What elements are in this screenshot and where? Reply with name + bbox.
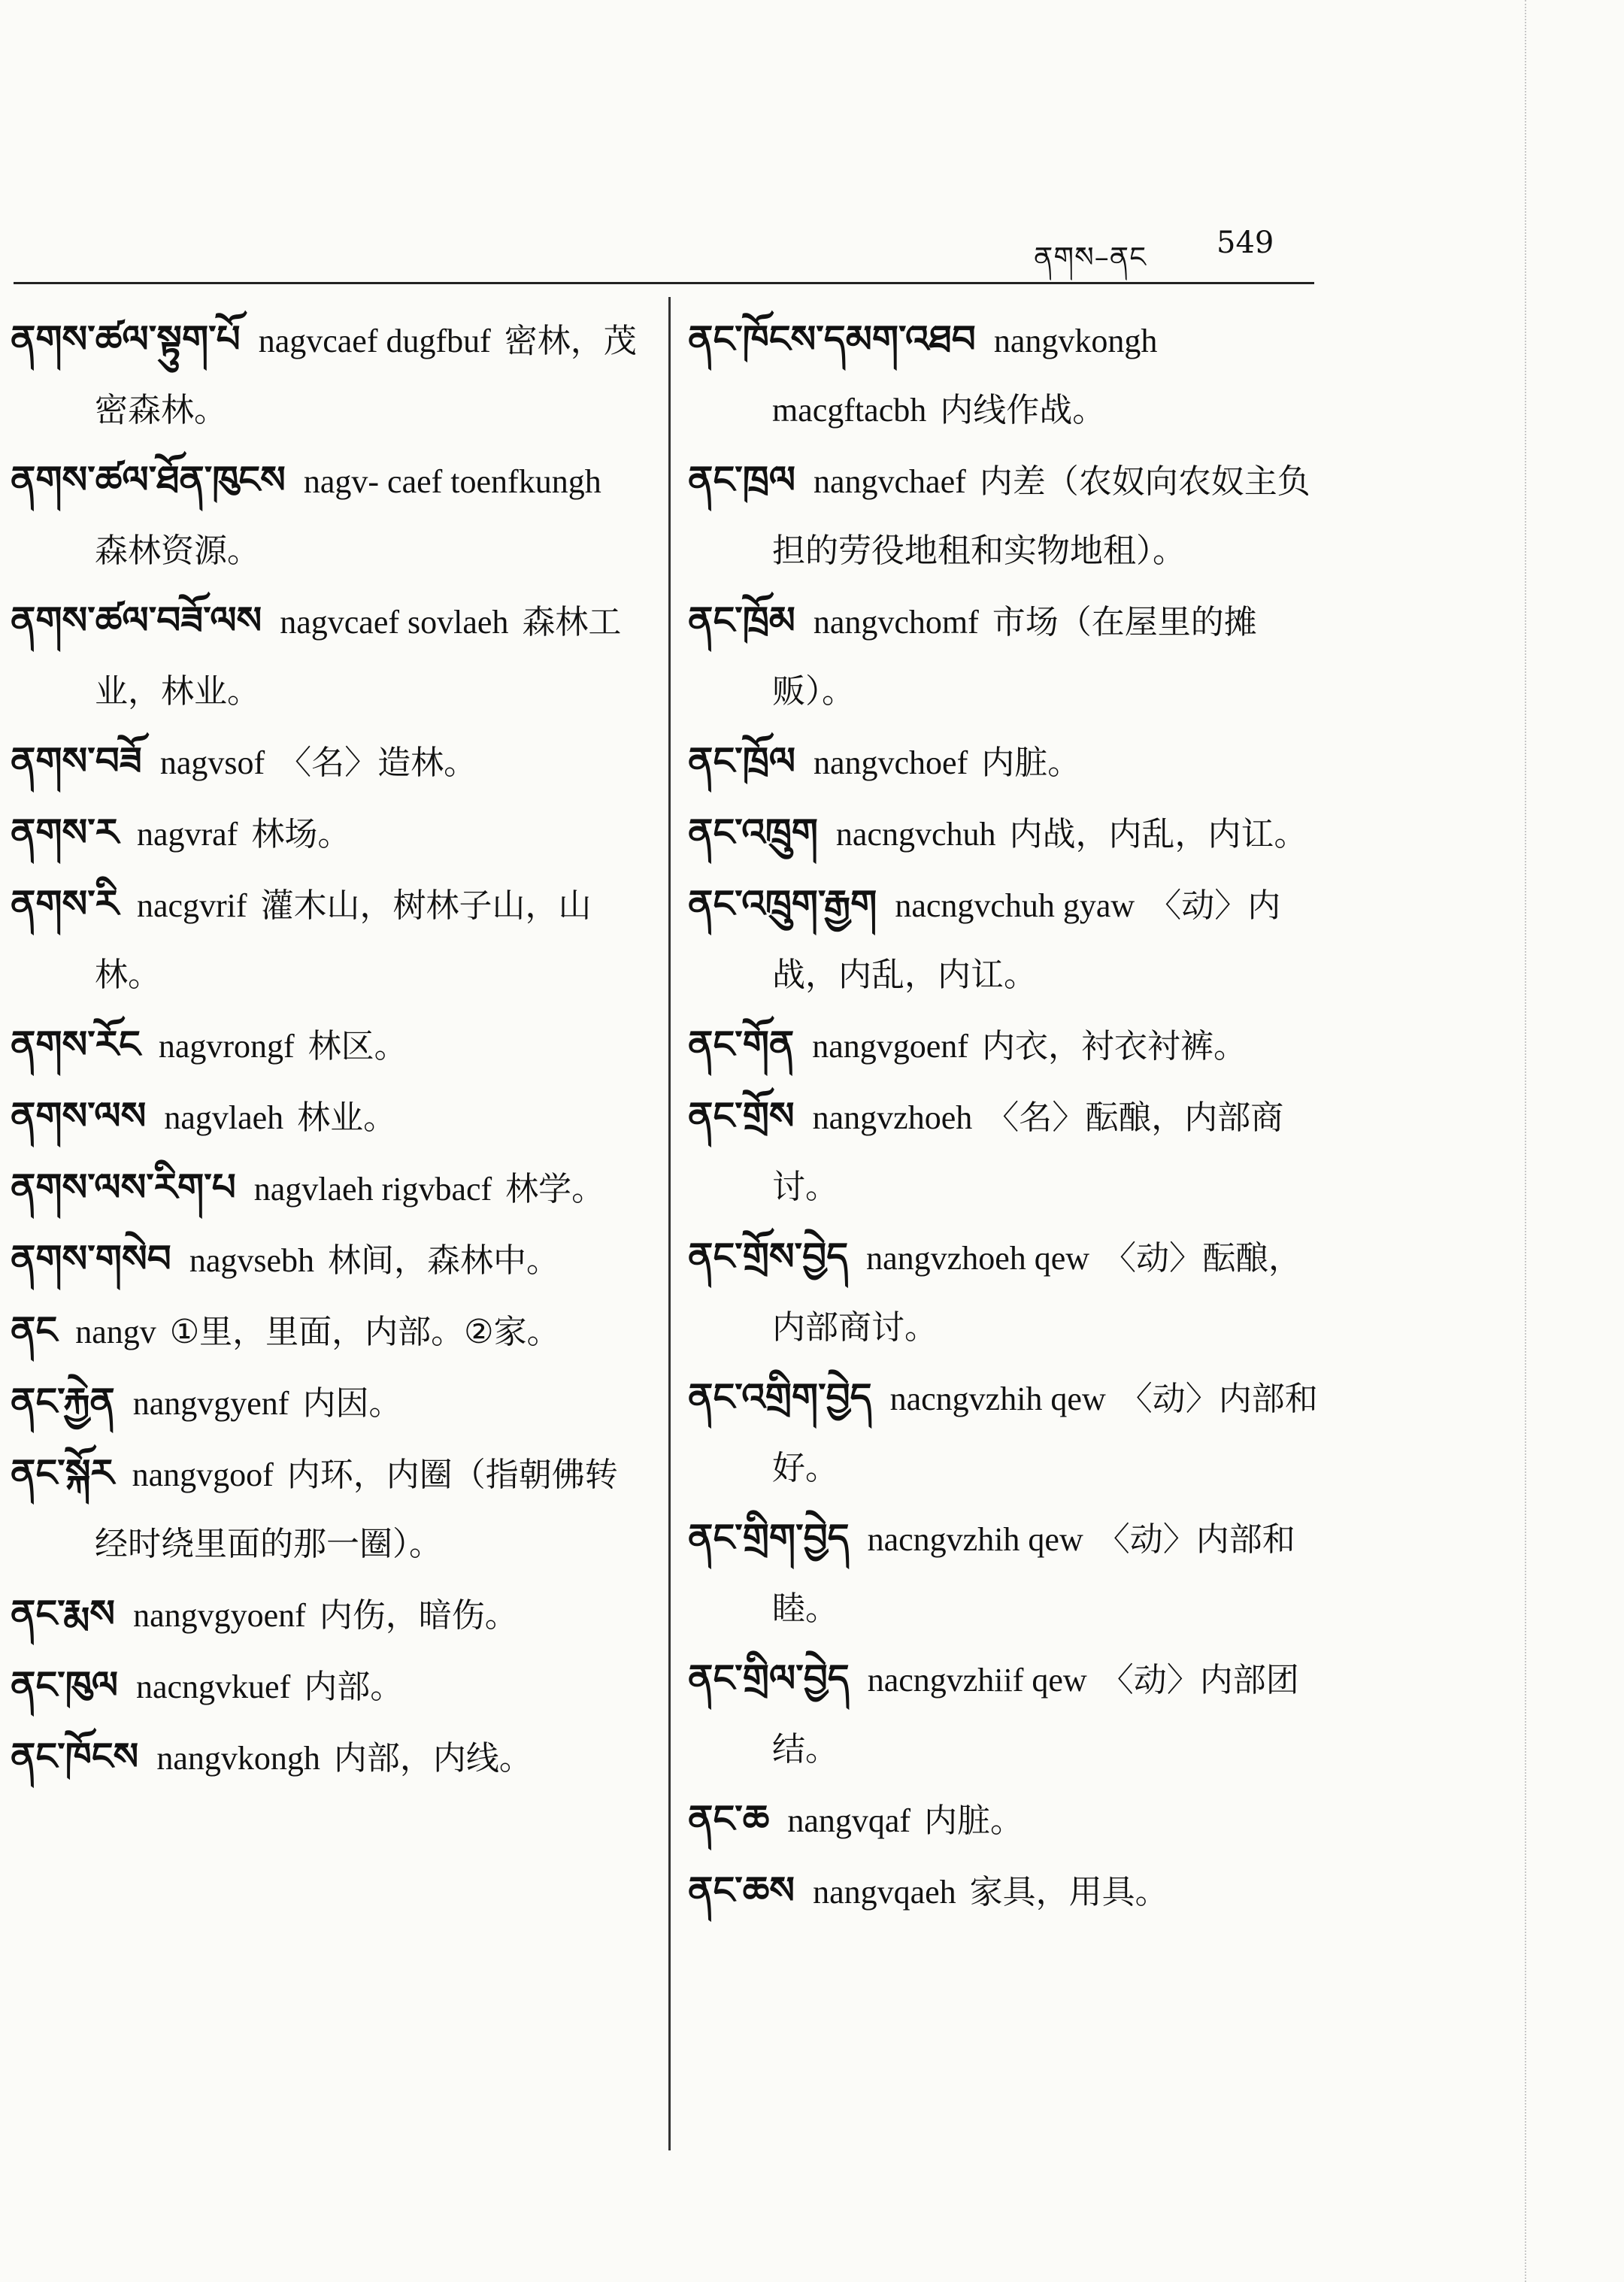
entry-headword-tibetan: ནགས་ལས་རིག་པ <box>11 1165 236 1209</box>
dictionary-entry <box>11 1438 642 1579</box>
dictionary-entry <box>688 726 1320 798</box>
dictionary-entry <box>11 1579 642 1650</box>
entry-romanization: nagvrongf <box>158 1028 295 1065</box>
entry-headword-tibetan: ནང་ཁྲོམ <box>688 598 795 642</box>
entry-headword-tibetan: ནགས་ཚལ་ཐོན་ཁུངས <box>11 457 286 502</box>
entry-romanization: nacngvzhih qew <box>867 1521 1083 1558</box>
dictionary-entry <box>11 798 642 869</box>
dictionary-entry <box>11 1081 642 1153</box>
entry-definition: 林区。 <box>308 1027 408 1065</box>
dictionary-entry <box>688 1081 1320 1222</box>
entry-part-of-speech: 〈动〉 <box>1096 1520 1196 1559</box>
entry-headword-tibetan: ནང་ཁོངས་དམག་འཐབ <box>688 317 976 361</box>
entry-headword-tibetan: ནང་གྲོས <box>688 1093 795 1138</box>
dictionary-entry <box>688 305 1320 445</box>
entry-romanization: nangvqaeh <box>813 1874 956 1911</box>
entry-headword-tibetan: ནང་ཁྲལ <box>688 457 795 502</box>
entry-headword-tibetan: ནགས་ཚལ་བཟོ་ལས <box>11 598 262 642</box>
entry-definition: 内环，内圈（指朝佛转经时绕里面的那一圈）。 <box>95 1456 618 1563</box>
entry-romanization: nangvkongh macgftacbh <box>772 323 1158 429</box>
entry-definition: 内部和睦。 <box>772 1520 1295 1628</box>
left-column <box>11 305 642 1793</box>
entry-romanization: nangvgoof <box>132 1456 274 1493</box>
dictionary-entry <box>11 1367 642 1438</box>
dictionary-entry <box>11 1650 642 1722</box>
entry-headword-tibetan: ནང་གོན <box>688 1022 795 1066</box>
entry-part-of-speech: 〈动〉 <box>1148 886 1248 925</box>
entry-definition: ①里，里面，内部。②家。 <box>169 1313 560 1351</box>
dictionary-entry <box>688 1856 1320 1927</box>
entry-headword-tibetan: ནགས་ལས <box>11 1093 147 1138</box>
entry-romanization: nagvsebh <box>189 1242 314 1279</box>
entry-definition: 内伤，暗伤。 <box>319 1596 518 1635</box>
dictionary-entry <box>688 1644 1320 1784</box>
entry-definition: 内线作战。 <box>940 391 1106 429</box>
right-column <box>688 305 1320 1927</box>
entry-romanization: nangvgyoenf <box>133 1597 306 1634</box>
entry-headword-tibetan: ནང་གྲོས་བྱེད <box>688 1234 849 1278</box>
entry-definition: 内部，内线。 <box>333 1739 532 1777</box>
page-edge-shadow <box>1525 0 1624 2282</box>
entry-definition: 造林。 <box>377 744 477 782</box>
entry-definition: 内战，内乱，内讧。 <box>772 886 1281 994</box>
entry-definition: 家具，用具。 <box>969 1873 1168 1911</box>
dictionary-entry <box>11 726 642 798</box>
entry-part-of-speech: 〈动〉 <box>1119 1380 1219 1418</box>
dictionary-entry <box>688 445 1320 586</box>
entry-definition: 森林资源。 <box>95 532 260 570</box>
entry-romanization: nacngvzhiif qew <box>867 1662 1087 1699</box>
entry-definition: 内脏。 <box>924 1802 1024 1840</box>
entry-romanization: nagvraf <box>136 816 238 853</box>
entry-headword-tibetan: ནང་ཆས <box>688 1868 795 1912</box>
dictionary-entry <box>11 586 642 726</box>
entry-romanization: nangvkongh <box>156 1740 320 1777</box>
entry-headword-tibetan: ནགས་རི <box>11 881 119 926</box>
entry-romanization: nangvchomf <box>813 604 979 641</box>
entry-headword-tibetan: ནགས་ཚལ་སྟུག་པོ <box>11 317 241 361</box>
entry-romanization: nacgvrif <box>136 887 247 924</box>
entry-headword-tibetan: ནགས་ར <box>11 810 119 854</box>
dictionary-entry <box>688 1222 1320 1362</box>
entry-romanization: nagvcaef dugfbuf <box>258 323 491 359</box>
entry-romanization: nagvlaeh <box>164 1099 284 1136</box>
page-number: 549 <box>1216 226 1274 260</box>
entry-headword-tibetan: ནང་ཁྲོལ <box>688 738 795 783</box>
entry-definition: 内因。 <box>302 1384 402 1423</box>
dictionary-entry <box>688 1503 1320 1644</box>
dictionary-entry <box>688 586 1320 726</box>
entry-romanization: nagvlaeh rigvbacf <box>253 1171 492 1208</box>
entry-romanization: nangvzhoeh qew <box>866 1240 1090 1277</box>
entry-definition: 灌木山，树林子山，山林。 <box>95 886 592 994</box>
entry-romanization: nangvgoenf <box>812 1028 968 1065</box>
dictionary-entry <box>11 869 642 1010</box>
entry-part-of-speech: 〈动〉 <box>1103 1239 1203 1277</box>
entry-definition: 内部团结。 <box>772 1661 1299 1768</box>
header-rule <box>14 282 1314 284</box>
dictionary-entry <box>11 445 642 586</box>
dictionary-entry <box>11 1296 642 1367</box>
entry-definition: 林场。 <box>251 815 351 853</box>
entry-romanization: nangvzhoeh <box>812 1099 973 1136</box>
entry-headword-tibetan: ནང་རྐྱེན <box>11 1379 115 1423</box>
entry-romanization: nacngvchuh <box>835 816 996 853</box>
entry-definition: 内差（农奴向农奴主负担的劳役地租和实物地租）。 <box>772 462 1310 570</box>
entry-headword-tibetan: ནང་ཁོངས <box>11 1734 139 1778</box>
dictionary-entry <box>688 798 1320 869</box>
entry-definition: 内衣，衬衣衬裤。 <box>981 1027 1247 1065</box>
dictionary-entry <box>688 869 1320 1010</box>
entry-definition: 密林，茂密森林。 <box>95 322 637 429</box>
dictionary-entry <box>11 1224 642 1296</box>
entry-headword-tibetan: ནང་གྲིལ་བྱེད <box>688 1656 850 1700</box>
entry-romanization: nacngvkuef <box>136 1668 291 1705</box>
entry-romanization: nangvqaf <box>787 1802 911 1839</box>
entry-definition: 林间，森林中。 <box>328 1241 559 1280</box>
entry-headword-tibetan: ནང <box>11 1308 58 1352</box>
entry-headword-tibetan: ནང་འཁྲུག་རྒྱག <box>688 881 877 926</box>
dictionary-entry <box>11 1722 642 1793</box>
entry-definition: 市场（在屋里的摊贩）。 <box>772 603 1257 711</box>
dictionary-entry <box>11 1010 642 1081</box>
entry-part-of-speech: 〈动〉 <box>1100 1661 1200 1699</box>
entry-definition: 内部。 <box>304 1668 404 1706</box>
entry-romanization: nagv- caef toenfkungh <box>303 463 601 500</box>
entry-definition: 内战，内乱，内讧。 <box>1009 815 1307 853</box>
dictionary-entry <box>688 1010 1320 1081</box>
entry-definition: 酝酿，内部商讨。 <box>772 1099 1284 1206</box>
entry-romanization: nangv <box>75 1314 156 1350</box>
entry-headword-tibetan: ནགས་བཟོ <box>11 738 142 783</box>
entry-headword-tibetan: ནགས་རོང <box>11 1022 141 1066</box>
entry-definition: 内脏。 <box>981 744 1081 782</box>
dictionary-entry <box>688 1362 1320 1503</box>
dictionary-entry <box>11 1153 642 1224</box>
running-head: ནགས–ནང <box>1034 241 1147 274</box>
entry-romanization: nangvchaef <box>814 463 966 500</box>
entry-headword-tibetan: ནང་ཆ <box>688 1796 770 1841</box>
entry-romanization: nangvchoef <box>814 744 968 781</box>
dictionary-entry <box>11 305 642 445</box>
entry-definition: 酝酿，内部商讨。 <box>772 1239 1302 1347</box>
entry-romanization: nangvgyenf <box>132 1385 289 1422</box>
entry-headword-tibetan: ནང་སྐོར <box>11 1450 114 1495</box>
column-divider <box>668 297 671 2150</box>
entry-part-of-speech: 〈名〉 <box>986 1099 1086 1137</box>
entry-definition: 林学。 <box>505 1170 605 1208</box>
entry-headword-tibetan: ནང་གྲིག་བྱེད <box>688 1515 850 1559</box>
entry-romanization: nagvcaef sovlaeh <box>280 604 509 641</box>
entry-headword-tibetan: ནང་རྨས <box>11 1591 116 1635</box>
entry-romanization: nagvsof <box>159 744 265 781</box>
entry-part-of-speech: 〈名〉 <box>278 744 378 782</box>
entry-headword-tibetan: ནང་འཁྲུག <box>688 810 818 854</box>
entry-headword-tibetan: ནགས་གསེབ <box>11 1236 171 1280</box>
entry-romanization: nacngvzhih qew <box>889 1380 1106 1417</box>
dictionary-entry <box>688 1784 1320 1856</box>
entry-romanization: nacngvchuh gyaw <box>895 887 1135 924</box>
entry-definition: 森林工业，林业。 <box>95 603 622 711</box>
entry-definition: 内部和好。 <box>772 1380 1318 1487</box>
entry-definition: 林业。 <box>297 1099 397 1137</box>
entry-headword-tibetan: ནང་འགྲིག་བྱེད <box>688 1374 872 1419</box>
entry-headword-tibetan: ནང་ཁུལ <box>11 1662 118 1707</box>
